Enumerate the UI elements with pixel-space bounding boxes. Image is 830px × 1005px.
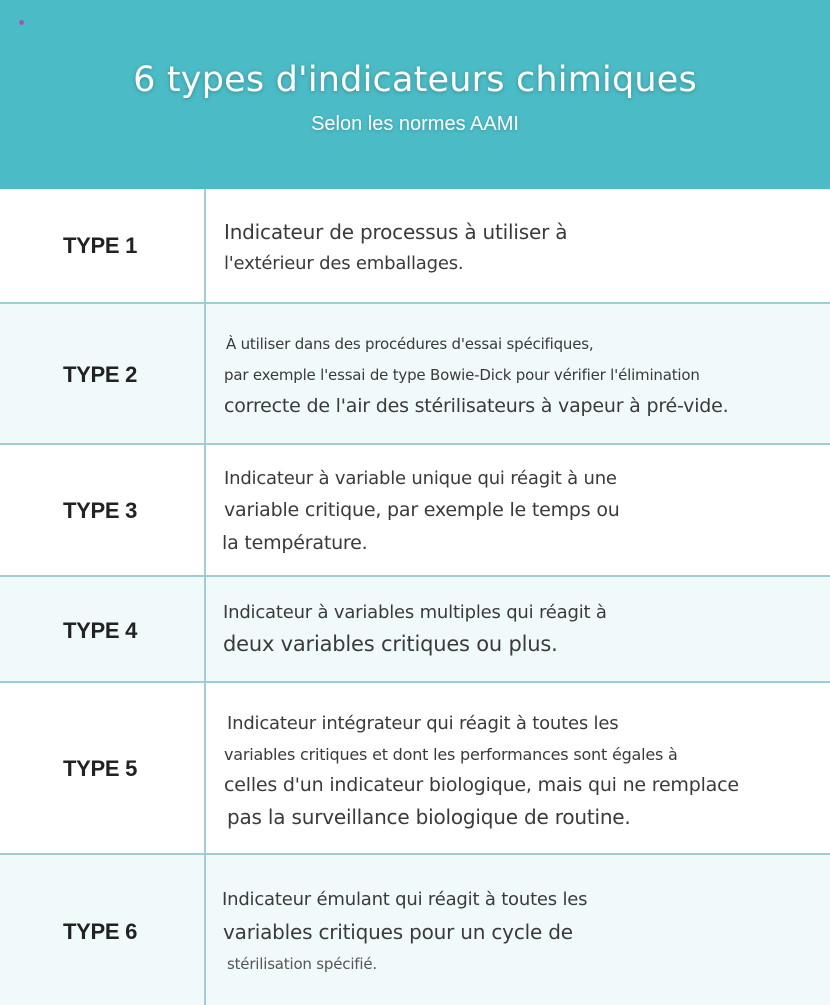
description-line: correcte de l'air des stérilisateurs à vapeur à pré-vide. — [224, 395, 729, 417]
type-label: TYPE 6 — [63, 919, 138, 944]
description-line: pas la surveillance biologique de routine. — [227, 805, 631, 829]
description-line: Indicateur intégrateur qui réagit à toutes les — [227, 713, 619, 734]
description-line: variables critiques pour un cycle de — [223, 920, 573, 944]
description-line: la température. — [222, 532, 368, 554]
type-label: TYPE 5 — [63, 756, 138, 781]
table-row-type-6 — [0, 855, 830, 1005]
column-divider — [204, 189, 206, 302]
column-divider — [204, 304, 206, 443]
description-line: stérilisation spécifié. — [227, 955, 377, 973]
description-line: celles d'un indicateur biologique, mais qui ne remplace — [224, 774, 739, 796]
table-row-type-1 — [0, 189, 830, 304]
table-row-type-5 — [0, 683, 830, 855]
type-label: TYPE 4 — [63, 618, 138, 643]
type-label: TYPE 2 — [63, 362, 138, 387]
column-divider — [204, 683, 206, 853]
description-line: l'extérieur des emballages. — [224, 253, 464, 274]
page-subtitle: Selon les normes AAMI — [311, 113, 519, 135]
column-divider — [204, 855, 206, 1005]
column-divider — [204, 445, 206, 575]
description-line: variable critique, par exemple le temps ou — [224, 499, 620, 521]
table-row-type-3 — [0, 445, 830, 577]
table-row-type-4 — [0, 577, 830, 683]
column-divider — [204, 577, 206, 681]
page-title: 6 types d'indicateurs chimiques — [133, 60, 697, 100]
description-line: deux variables critiques ou plus. — [223, 632, 558, 656]
description-line: À utiliser dans des procédures d'essai spécifiques, — [226, 335, 594, 353]
description-line: Indicateur de processus à utiliser à — [224, 220, 568, 244]
header-banner — [0, 0, 830, 189]
type-label: TYPE 1 — [63, 233, 138, 258]
description-line: Indicateur à variable unique qui réagit à une — [224, 468, 617, 489]
type-label: TYPE 3 — [63, 498, 138, 523]
table-row-type-2 — [0, 304, 830, 445]
purple-dot-icon — [19, 20, 24, 25]
description-line: par exemple l'essai de type Bowie-Dick pour vérifier l'élimination — [224, 366, 700, 384]
description-line: Indicateur émulant qui réagit à toutes les — [222, 889, 588, 910]
description-line: variables critiques et dont les performances sont égales à — [224, 745, 678, 764]
description-line: Indicateur à variables multiples qui réagit à — [223, 602, 607, 623]
